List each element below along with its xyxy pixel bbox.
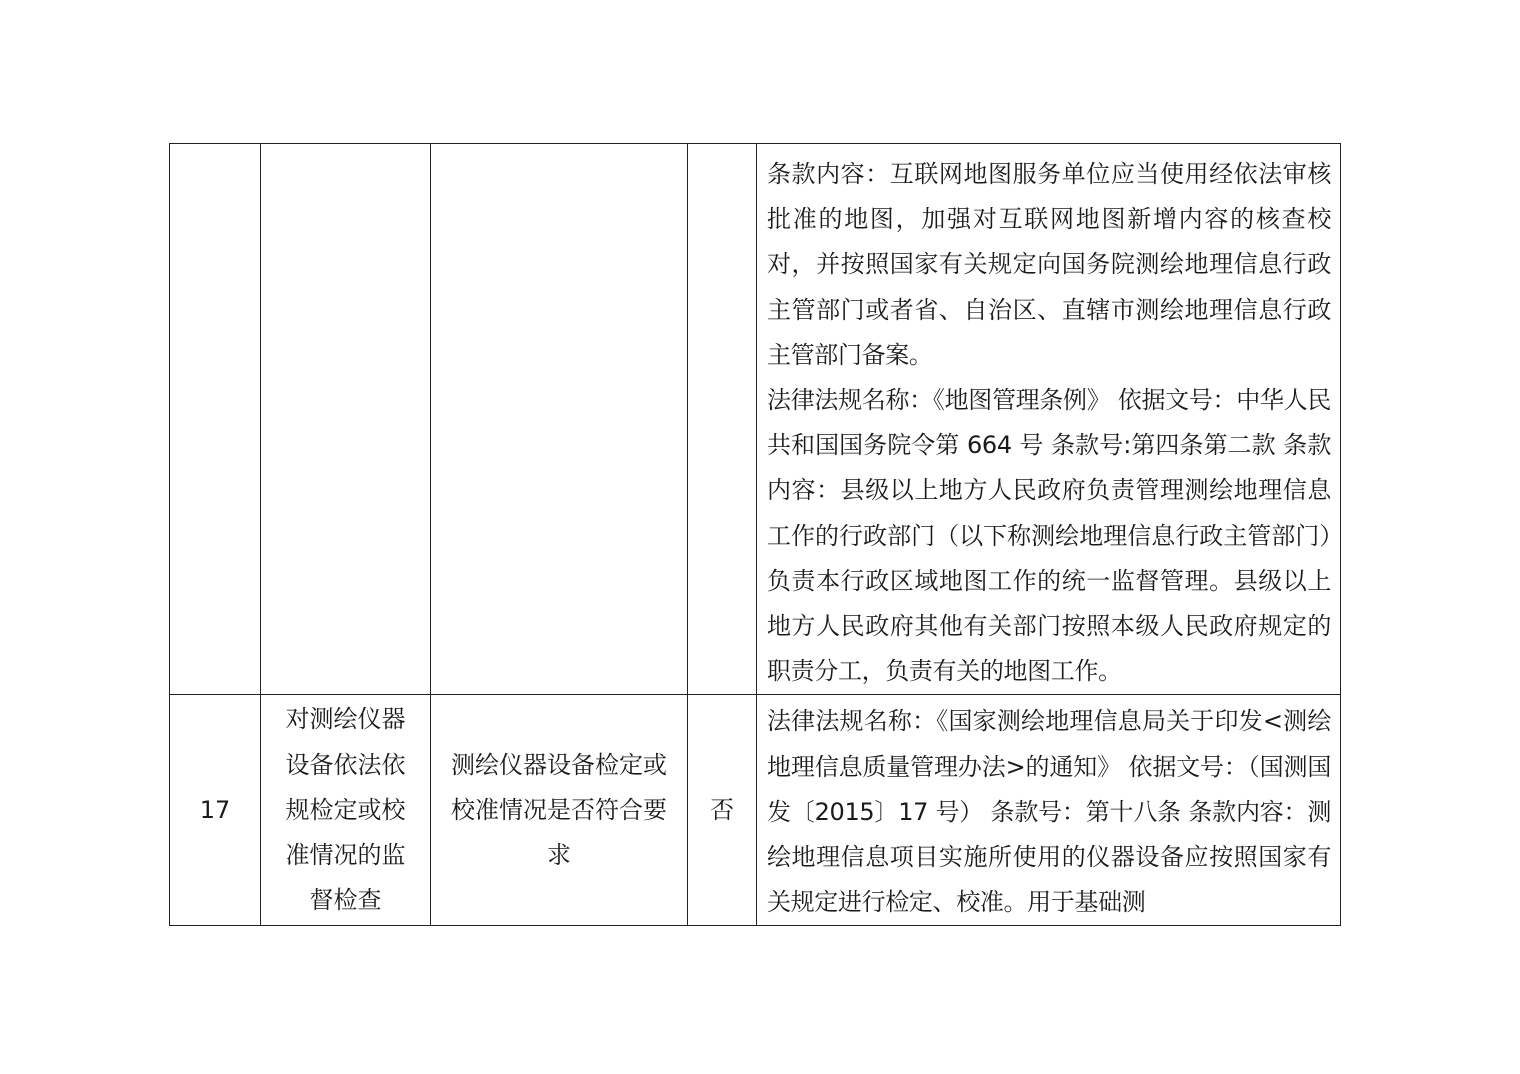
legal-basis-paragraph: 法律法规名称：《国家测绘地理信息局关于印发<测绘地理信息质量管理办法>的通知》 依据文号：（国测国发〔2015〕17 号） 条款号：第十八条 条款内容：测绘地理信息项目实施所使用的仪器设备应按照国家有关规定进行检定、校准。用于基础测: [767, 707, 1331, 917]
inspection-item-cell: [261, 144, 431, 695]
inspection-items-table: [169, 143, 1341, 926]
row-number-cell: [170, 144, 261, 695]
inspection-content-cell: [431, 144, 688, 695]
inspection-content-cell: 测绘仪器设备检定或校准情况是否符合要求: [431, 695, 688, 926]
legal-basis-cell: [757, 695, 1341, 926]
row-number-cell: 17: [170, 695, 261, 926]
table-row: [170, 695, 1341, 926]
flag-cell: 否: [688, 695, 757, 926]
flag-cell: [688, 144, 757, 695]
legal-basis-paragraph: 条款内容：互联网地图服务单位应当使用经依法审核批准的地图，加强对互联网地图新增内容的核查校对，并按照国家有关规定向国务院测绘地理信息行政主管部门或者省、自治区、直辖市测绘地理信息行政主管部门备案。: [767, 160, 1331, 369]
inspection-item-cell: 对测绘仪器设备依法依规检定或校准情况的监督检查: [261, 695, 431, 926]
table-row: [170, 144, 1341, 695]
legal-basis-paragraph: 法律法规名称：《地图管理条例》 依据文号：中华人民共和国国务院令第 664 号 条款号:第四条第二款 条款内容：县级以上地方人民政府负责管理测绘地理信息工作的行政部门（以下称测绘地理信息行政主管部门）负责本行政区域地图工作的统一监督管理。县级以上地方人民政府其他有关部门按照本级人民政府规定的职责分工，负责有关的地图工作。: [767, 386, 1331, 686]
legal-basis-cell: [757, 144, 1341, 695]
